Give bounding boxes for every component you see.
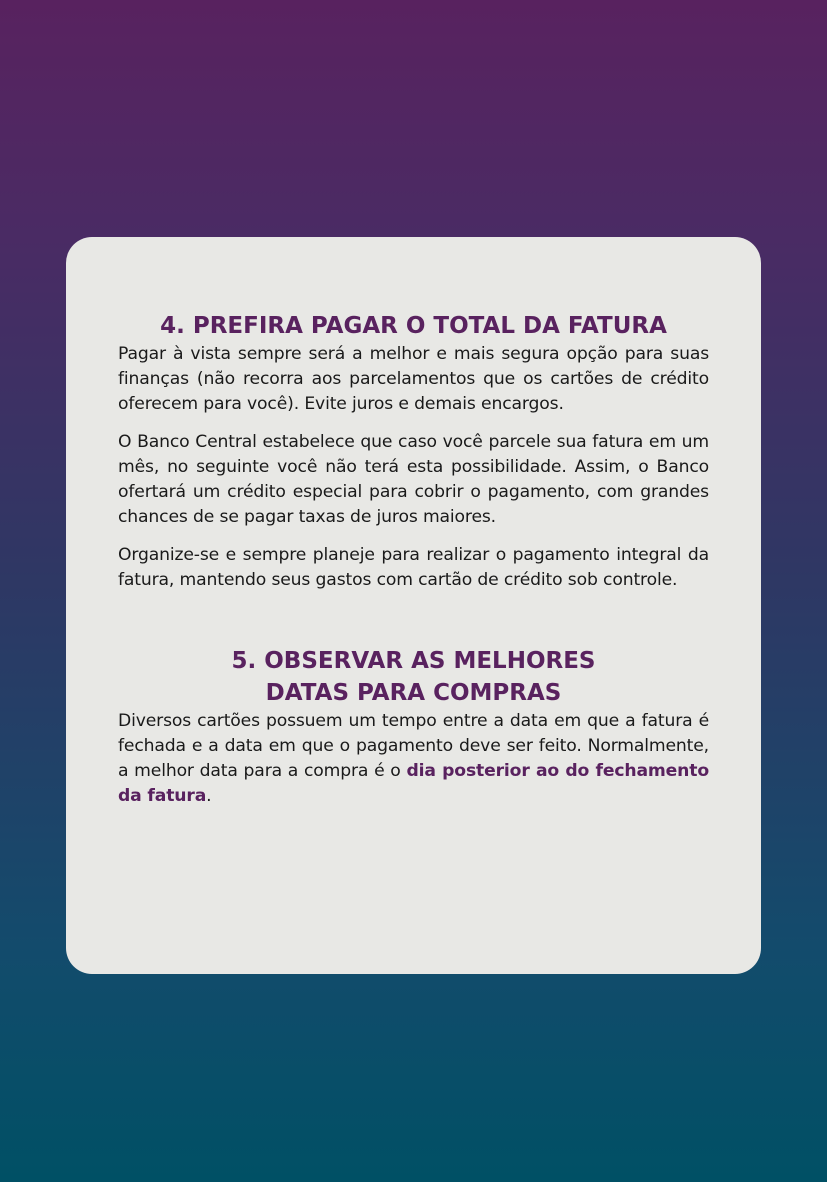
section-best-purchase-dates (118, 645, 709, 809)
paragraph-text: Diversos cartões possuem um tempo entre a data em que a fatura é fechada e a data em que o pagamento deve ser feito. Normalmente, a melhor data para a compra é o (118, 711, 709, 781)
section-paragraph (118, 709, 709, 809)
section-paragraph: Pagar à vista sempre será a melhor e mais segura opção para suas finanças (não recorra aos parcelamentos que os cartões de crédito oferecem para você). Evite juros e demais encargos. (118, 344, 709, 414)
content-card (66, 237, 761, 974)
paragraph-end: . (206, 786, 212, 806)
section-pay-full-invoice (118, 310, 709, 593)
section-heading-line: 5. OBSERVAR AS MELHORES (231, 648, 596, 674)
paragraph-emphasis: dia posterior ao do fechamento da fatura (118, 761, 709, 806)
section-paragraph: Organize-se e sempre planeje para realizar o pagamento integral da fatura, mantendo seus gastos com cartão de crédito sob controle. (118, 545, 709, 590)
section-heading-line: DATAS PARA COMPRAS (265, 680, 562, 706)
section-heading (118, 645, 709, 709)
section-heading: 4. PREFIRA PAGAR O TOTAL DA FATURA (160, 313, 667, 339)
section-paragraph: O Banco Central estabelece que caso você parcele sua fatura em um mês, no seguinte você não terá esta possibilidade. Assim, o Banco ofertará um crédito especial para cobrir o pagamento, com grandes chances de se pagar taxas de juros maiores. (118, 432, 709, 527)
